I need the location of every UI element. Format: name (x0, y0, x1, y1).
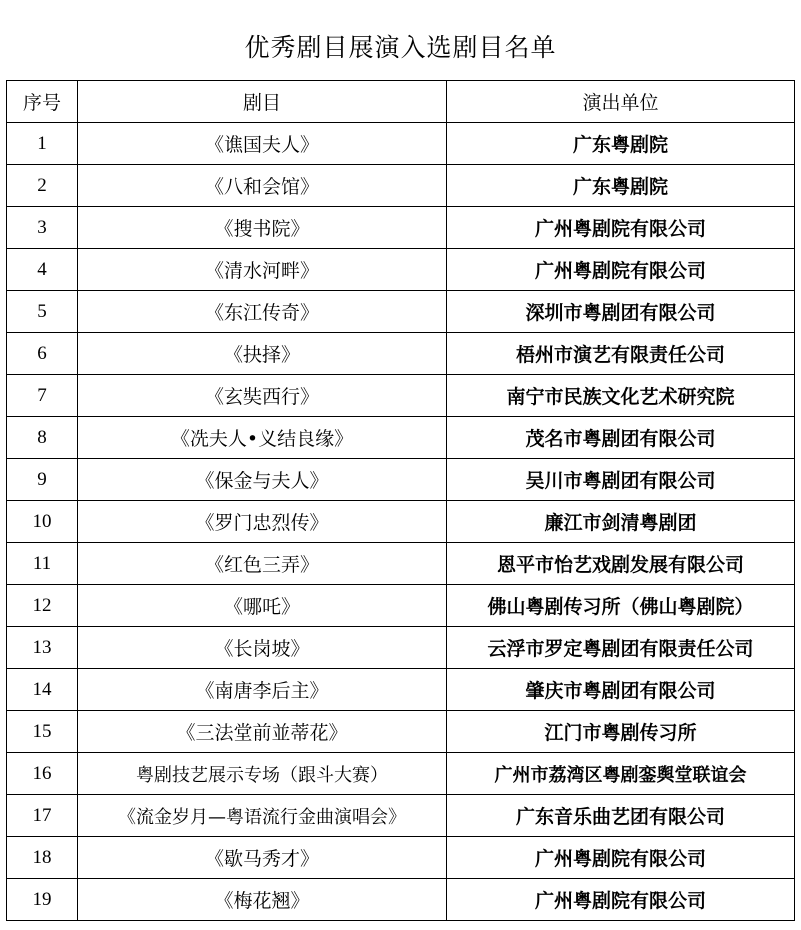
table-row (7, 879, 795, 921)
row-work: 《南唐李后主》 (78, 669, 447, 711)
table-row (7, 459, 795, 501)
row-index: 19 (7, 879, 78, 921)
row-index: 4 (7, 249, 78, 291)
row-unit: 肇庆市粤剧团有限公司 (447, 669, 795, 711)
row-unit: 深圳市粤剧团有限公司 (447, 291, 795, 333)
row-unit: 吴川市粤剧团有限公司 (447, 459, 795, 501)
row-index: 9 (7, 459, 78, 501)
header-index: 序号 (7, 81, 78, 123)
row-work: 《冼夫人•义结良缘》 (78, 417, 447, 459)
row-index: 17 (7, 795, 78, 837)
program-table (6, 80, 795, 921)
page-title: 优秀剧目展演入选剧目名单 (244, 33, 557, 62)
table-row (7, 165, 795, 207)
row-work: 《红色三弄》 (78, 543, 447, 585)
row-work: 《流金岁月—粤语流行金曲演唱会》 (78, 795, 447, 837)
table-row (7, 375, 795, 417)
row-work: 《歇马秀才》 (78, 837, 447, 879)
row-work: 《东江传奇》 (78, 291, 447, 333)
row-index: 1 (7, 123, 78, 165)
row-index: 8 (7, 417, 78, 459)
row-unit: 云浮市罗定粤剧团有限责任公司 (447, 627, 795, 669)
row-unit: 广东粤剧院 (447, 165, 795, 207)
table-row (7, 291, 795, 333)
row-unit: 广东粤剧院 (447, 123, 795, 165)
table-row (7, 795, 795, 837)
row-work: 《玄奘西行》 (78, 375, 447, 417)
row-work: 《保金与夫人》 (78, 459, 447, 501)
row-index: 3 (7, 207, 78, 249)
row-work: 《清水河畔》 (78, 249, 447, 291)
table-row (7, 585, 795, 627)
table-row (7, 207, 795, 249)
row-index: 6 (7, 333, 78, 375)
row-work: 粤剧技艺展示专场（跟斗大赛） (78, 753, 447, 795)
table-row (7, 501, 795, 543)
table-row (7, 711, 795, 753)
row-index: 18 (7, 837, 78, 879)
row-work: 《三法堂前並蒂花》 (78, 711, 447, 753)
row-index: 16 (7, 753, 78, 795)
row-unit: 恩平市怡艺戏剧发展有限公司 (447, 543, 795, 585)
table-row (7, 837, 795, 879)
row-index: 2 (7, 165, 78, 207)
table-row (7, 669, 795, 711)
row-work: 《长岗坡》 (78, 627, 447, 669)
table-row (7, 333, 795, 375)
row-index: 15 (7, 711, 78, 753)
row-work: 《搜书院》 (78, 207, 447, 249)
table-row (7, 123, 795, 165)
table-row (7, 753, 795, 795)
row-index: 13 (7, 627, 78, 669)
row-unit: 广州粤剧院有限公司 (447, 879, 795, 921)
row-work: 《抉择》 (78, 333, 447, 375)
row-index: 7 (7, 375, 78, 417)
row-unit: 廉江市剑清粤剧团 (447, 501, 795, 543)
header-work: 剧目 (78, 81, 447, 123)
row-index: 11 (7, 543, 78, 585)
row-unit: 佛山粤剧传习所（佛山粤剧院） (447, 585, 795, 627)
row-work: 《谯国夫人》 (78, 123, 447, 165)
row-work: 《哪吒》 (78, 585, 447, 627)
row-unit: 梧州市演艺有限责任公司 (447, 333, 795, 375)
row-index: 14 (7, 669, 78, 711)
row-index: 10 (7, 501, 78, 543)
row-unit: 广州粤剧院有限公司 (447, 249, 795, 291)
row-index: 5 (7, 291, 78, 333)
header-unit: 演出单位 (447, 81, 795, 123)
row-unit: 广州粤剧院有限公司 (447, 837, 795, 879)
table-row (7, 417, 795, 459)
table-row (7, 249, 795, 291)
row-unit: 茂名市粤剧团有限公司 (447, 417, 795, 459)
table-row (7, 627, 795, 669)
row-work: 《梅花翘》 (78, 879, 447, 921)
table-header-row (7, 81, 795, 123)
table-row (7, 543, 795, 585)
row-unit: 广州粤剧院有限公司 (447, 207, 795, 249)
row-unit: 南宁市民族文化艺术研究院 (447, 375, 795, 417)
row-unit: 广东音乐曲艺团有限公司 (447, 795, 795, 837)
row-work: 《罗门忠烈传》 (78, 501, 447, 543)
row-unit: 江门市粤剧传习所 (447, 711, 795, 753)
row-unit: 广州市荔湾区粤剧銮舆堂联谊会 (447, 753, 795, 795)
row-index: 12 (7, 585, 78, 627)
row-work: 《八和会馆》 (78, 165, 447, 207)
